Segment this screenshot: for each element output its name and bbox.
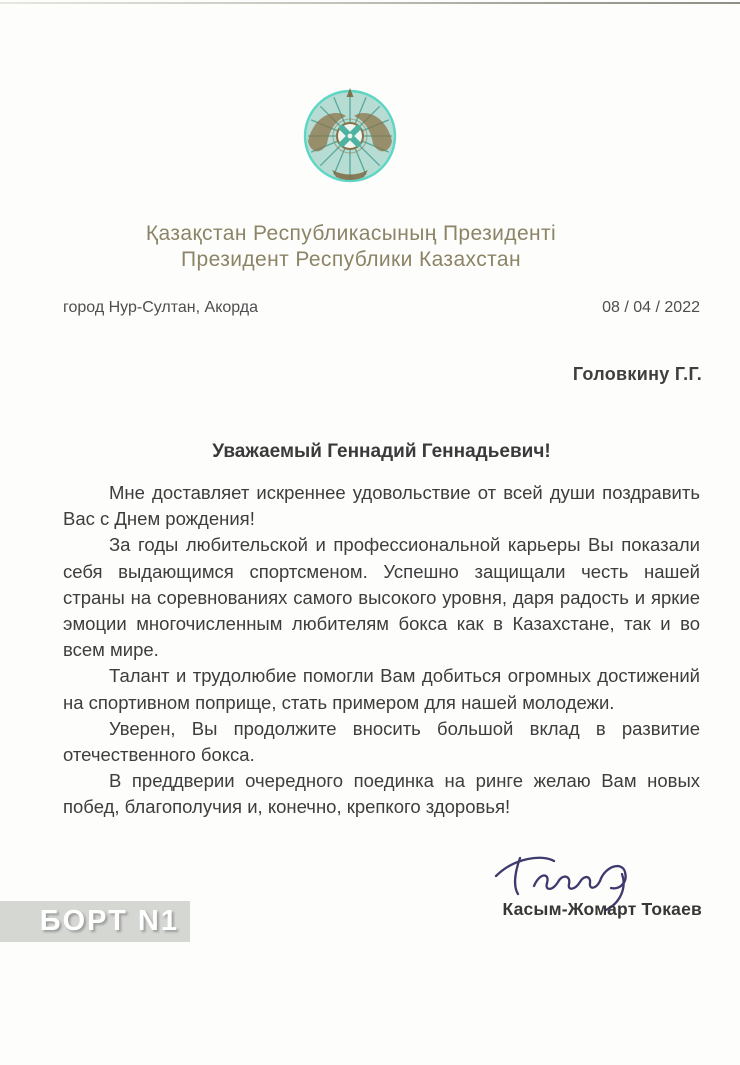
paragraph: Талант и трудолюбие помогли Вам добиться огромных достижений на спортивном поприще, стать примером для нашей молодежи.: [63, 665, 700, 713]
meta-row: [63, 299, 700, 317]
place-line: город Нур-Султан, Акорда: [63, 299, 259, 316]
kazakhstan-emblem-icon: [302, 86, 398, 192]
paragraph: За годы любительской и профессиональной карьеры Вы показали себя выдающимся спортсменом. Успешно защищали честь нашей страны на соревнованиях самого высокого уровня, даря радость и яркие эмоции многочисленным любителям бокса как в Казахстане, так и во всем мире.: [63, 534, 700, 661]
letterhead-title-russian: Президент Республики Казахстан: [181, 248, 521, 271]
letterhead-title-kazakh: Қазақстан Республикасының Президенті: [145, 222, 557, 245]
paragraph: Уверен, Вы продолжите вносить большой вклад в развитие отечественного бокса.: [63, 717, 700, 766]
paragraph: Мне доставляет искреннее удовольствие от всей души поздравить Вас с Днем рождения!: [63, 482, 700, 530]
watermark-label: БОРТ N1: [39, 905, 179, 937]
paragraph: В преддверии очередного поединка на ринге желаю Вам новых побед, благополучия и, конечно, крепкого здоровья!: [63, 770, 700, 818]
signatory-name: Касым-Жомарт Токаев: [502, 899, 702, 919]
scan-top-edge: [0, 2, 740, 4]
letterhead: [0, 221, 702, 273]
watermark-band: [0, 901, 190, 942]
recipient-name: Головкину Г.Г.: [572, 364, 702, 384]
salutation: Уважаемый Геннадий Геннадьевич!: [212, 441, 551, 462]
date-line: 08 / 04 / 2022: [602, 299, 700, 316]
letter-body: [63, 480, 700, 821]
